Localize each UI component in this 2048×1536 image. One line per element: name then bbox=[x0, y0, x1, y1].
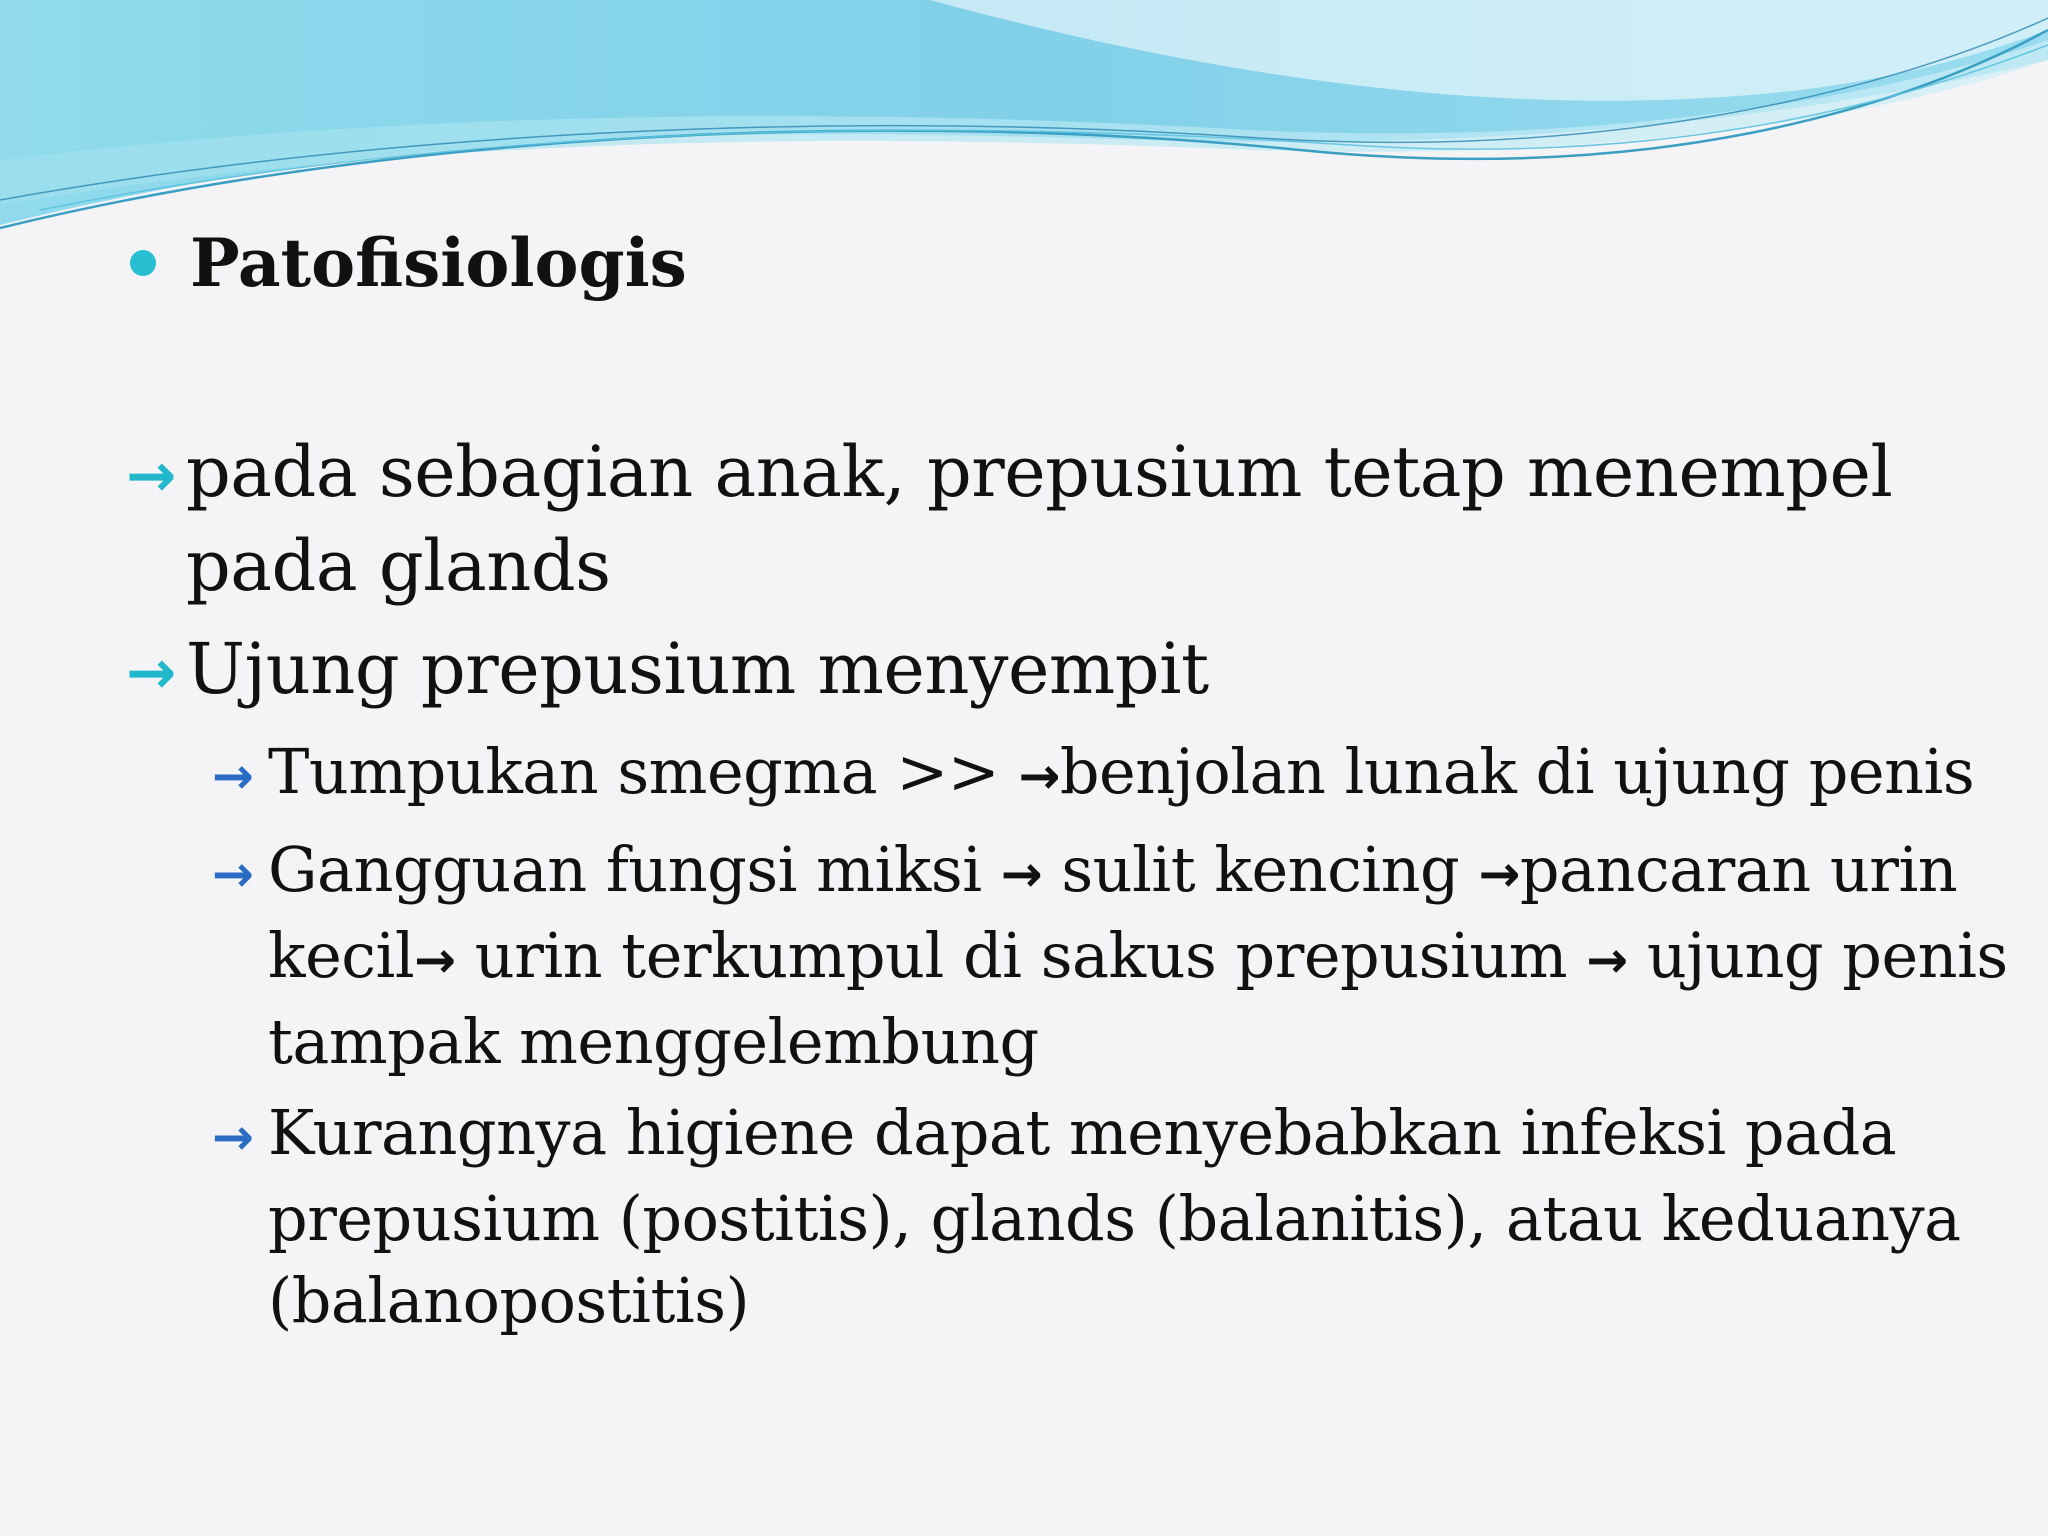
arrow-right-icon: → bbox=[212, 747, 254, 805]
subpoint-2-segment-3: pancaran urin kecil bbox=[268, 833, 1958, 992]
point-text-1: pada sebagian anak, prepusium tetap menempel pada glands bbox=[186, 431, 1893, 607]
subpoint-1-segment-1: Tumpukan smegma >> bbox=[268, 735, 1019, 808]
arrow-right-icon: → bbox=[212, 845, 254, 903]
point-item-2 bbox=[126, 624, 1986, 718]
arrow-right-icon: → bbox=[1000, 845, 1043, 903]
arrow-right-icon: → bbox=[126, 441, 176, 511]
subpoint-3-segment-1: Kurangnya higiene dapat menyebabkan infeksi pada prepusium (postitis), glands (balanitis), atau keduanya (balanopostitis) bbox=[268, 1096, 1961, 1337]
subpoint-item-1 bbox=[212, 731, 2012, 817]
subpoint-1-segment-2: benjolan lunak di ujung penis bbox=[1059, 735, 1975, 808]
subpoint-2-segment-4: urin terkumpul di sakus prepusium bbox=[455, 919, 1587, 992]
subpoint-2-segment-5: ujung penis tampak menggelembung bbox=[268, 919, 2008, 1078]
arrow-right-icon: → bbox=[1586, 931, 1628, 989]
point-text-2: Ujung prepusium menyempit bbox=[186, 628, 1209, 710]
arrow-right-icon: → bbox=[212, 1108, 254, 1166]
arrow-right-icon: → bbox=[1018, 747, 1060, 805]
slide-title-row bbox=[130, 218, 687, 308]
subpoint-item-3 bbox=[212, 1092, 2012, 1342]
point-item-1 bbox=[126, 427, 1986, 611]
subpoint-2-segment-2: sulit kencing bbox=[1042, 833, 1479, 906]
slide-title: Patofisiologis bbox=[190, 224, 687, 302]
arrow-right-icon: → bbox=[126, 638, 176, 708]
arrow-right-icon: → bbox=[1478, 845, 1520, 903]
title-bullet-dot bbox=[130, 250, 156, 276]
subpoint-2-segment-1: Gangguan fungsi miksi bbox=[268, 833, 1001, 906]
subpoint-item-2 bbox=[212, 829, 2012, 1083]
arrow-right-icon: → bbox=[414, 931, 456, 989]
